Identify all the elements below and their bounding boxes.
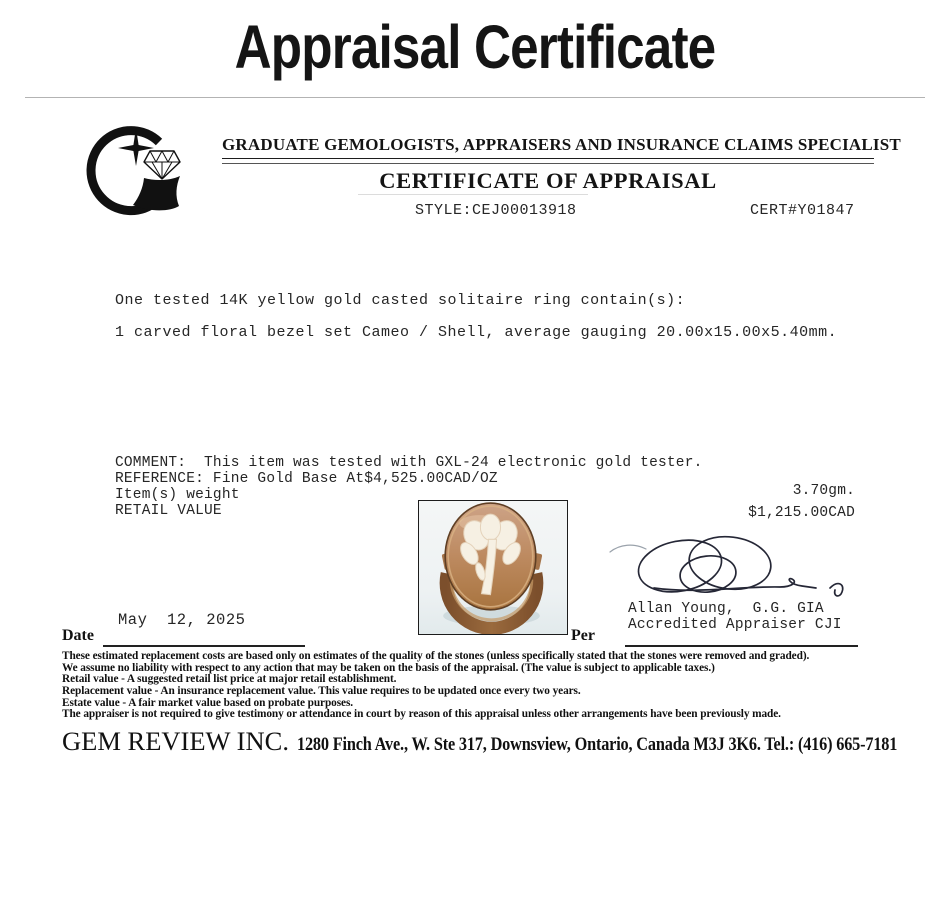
item-description-line2: 1 carved floral bezel set Cameo / Shell, average gauging 20.00x15.00x5.40mm. [115,324,838,341]
gem-review-logo-icon [86,118,194,218]
certificate-title-underline [358,194,588,195]
company-footer [62,726,950,757]
weight-label: Item(s) weight [115,487,240,503]
page-title: Appraisal Certificate [234,13,716,81]
retail-value-label: RETAIL VALUE [115,503,222,519]
appraisal-date: May 12, 2025 [118,611,246,629]
style-number: STYLE:CEJ00013918 [415,202,577,219]
comment-line: COMMENT: This item was tested with GXL-24 electronic gold tester. [115,455,703,471]
weight-value: 3.70gm. [792,483,855,499]
specialist-heading: GRADUATE GEMOLOGISTS, APPRAISERS AND INSURANCE CLAIMS SPECIALIST [222,135,901,154]
appraiser-signature-ink [602,530,874,606]
appraiser-name: Allan Young, G.G. GIA [628,601,824,617]
date-label: Date [62,627,94,644]
disclaimer-line: Replacement value - An insurance replacement value. This value requires to be updated once every two years. [62,682,581,697]
ring-photo [418,500,568,635]
item-description-line1: One tested 14K yellow gold casted solitaire ring contain(s): [115,292,686,309]
date-signature-line [103,645,305,647]
disclaimer-block [62,650,899,720]
disclaimer-line: These estimated replacement costs are based only on estimates of the quality of the stones (unless specifically stated that the stones were removed and graded). [62,648,810,662]
title-divider [25,97,925,98]
disclaimer-line: We assume no liability with respect to any action that may be taken on the basis of the appraisal. (The value is subject to applicable taxes.) [62,659,715,674]
per-signature-line [625,645,858,647]
reference-line: REFERENCE: Fine Gold Base At$4,525.00CAD/OZ [115,471,498,487]
certificate-title: CERTIFICATE OF APPRAISAL [379,168,717,193]
retail-value-amount: $1,215.00CAD [748,505,855,521]
per-label: Per [571,627,595,644]
cert-number: CERT#Y01847 [750,202,855,219]
header-double-rule [222,158,874,164]
company-name: GEM REVIEW INC. [62,726,289,756]
disclaimer-line: Retail value - A suggested retail list price at major retail establishment. [62,671,397,686]
cameo-ring-image [419,501,567,634]
appraiser-title: Accredited Appraiser CJI [628,617,842,633]
disclaimer-line: The appraiser is not required to give testimony or attendance in court by reason of this appraisal unless other arrangements have been previously made. [62,706,781,721]
disclaimer-line: Estate value - A fair market value based on probate purposes. [62,694,354,709]
company-address: 1280 Finch Ave., W. Ste 317, Downsview, Ontario, Canada M3J 3K6. Tel.: (416) 665-7181 [296,735,898,755]
